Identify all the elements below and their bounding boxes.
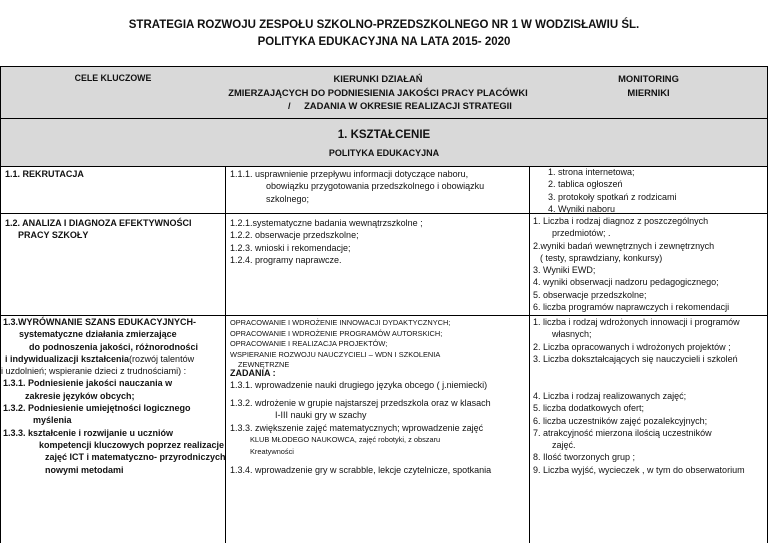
measure-line: 2. Liczba opracowanych i wdrożonych projektów ; xyxy=(533,341,731,352)
section-title: 1. KSZTAŁCENIE xyxy=(337,129,431,141)
row3-strategies xyxy=(230,318,450,371)
measure-line: 2.wyniki badań wewnętrznych i zewnętrznych xyxy=(533,240,715,251)
goal-line: i uzdolnień; wspieranie dzieci z trudnościami) : xyxy=(1,366,187,377)
measure-line: 1. liczba i rodzaj wdrożonych innowacji i programów xyxy=(533,317,740,327)
measure-line: 8. Ilość tworzonych grup ; xyxy=(533,452,636,463)
row3-measures-b xyxy=(533,390,745,476)
goal-line: myślenia xyxy=(33,415,72,426)
task-line: KLUB MŁODEGO NAUKOWCA, zajęć robotyki, z obszaru xyxy=(250,434,441,444)
row3-tasks xyxy=(230,397,491,458)
measure-line: 1. Liczba i rodzaj diagnoz z poszczególnych xyxy=(533,216,709,226)
row1-measures xyxy=(548,166,677,215)
task-line: 1.3.1. wprowadzenie nauki drugiego języka obcego ( j.niemiecki) xyxy=(230,380,488,390)
header-directions-line2: ZMIERZAJĄCYCH DO PODNIESIENIA JAKOŚCI PRACY PLACÓWKI xyxy=(228,86,528,98)
goal-line: PRACY SZKOŁY xyxy=(18,230,89,241)
goal-recruitment: 1.1. REKRUTACJA xyxy=(5,169,84,179)
section-subtitle: POLITYKA EDUKACYJNA xyxy=(328,148,440,158)
header-directions xyxy=(226,72,530,113)
goal-line: 1.3.1. Podniesienie jakości nauczania w xyxy=(3,378,173,389)
measure-line: 3. Liczba dokształcających się nauczycieli i szkoleń xyxy=(533,353,738,364)
measure-line: 4. wyniki obserwacji nadzoru pedagogicznego; xyxy=(533,277,719,288)
header-monitoring-line1: MONITORING xyxy=(618,73,679,84)
task-line: szkolnego; xyxy=(266,193,310,204)
header-tasks: ZADANIA W OKRESIE REALIZACJI STRATEGII xyxy=(304,100,512,111)
goal-line: zakresie języków obcych; xyxy=(25,390,135,401)
measure-line: 9. Liczba wyjść, wycieczek , w tym do obserwatorium xyxy=(533,464,745,475)
task-line: 1.3.4. wprowadzenie gry w scrabble, lekcje czytelnicze, spotkania xyxy=(230,465,492,475)
row2-tasks xyxy=(230,217,423,266)
task-line: I-III nauki gry w szachy xyxy=(275,410,367,421)
measure-line: 4. Liczba i rodzaj realizowanych zajęć; xyxy=(533,391,687,401)
task-line: obowiązku przygotowania przedszkolnego i obowiązku xyxy=(266,181,485,192)
goal-equal-opportunities xyxy=(3,316,226,476)
document-subtitle: POLITYKA EDUKACYJNA NA LATA 2015- 2020 xyxy=(257,36,511,48)
measure-line: zajęć. xyxy=(552,440,576,451)
goal-line: zajęć ICT i matematyczno- przyrodniczych xyxy=(45,452,226,463)
header-monitoring-line2: MIERNIKI xyxy=(627,86,670,98)
measure-line: ( testy, sprawdziany, konkursy) xyxy=(540,252,663,263)
goal-line: 1.3.3. kształcenie i rozwijanie u uczniów xyxy=(3,427,174,438)
task-line: 1.2.3. wnioski i rekomendacje; xyxy=(230,242,351,253)
goal-line: nowymi metodami xyxy=(45,464,124,475)
measure-line: 1. strona internetowa; xyxy=(548,167,635,177)
measure-line: 3. protokoły spotkań z rodzicami xyxy=(548,191,677,202)
table-header xyxy=(1,67,767,118)
strategy-line: OPRACOWANIE I REALIZACJA PROJEKTÓW; xyxy=(230,339,388,348)
strategy-line: WSPIERANIE ROZWOJU NAUCZYCIELI – WDN I SZKOLENIA xyxy=(230,349,441,359)
measure-line: 6. liczba uczestników zajęć pozalekcyjnych; xyxy=(533,415,708,426)
task-line: Kreatywności xyxy=(250,446,294,456)
measure-line: 6. liczba programów naprawczych i rekomendacji xyxy=(533,302,730,313)
goal-line: do podnoszenia jakości, różnorodności xyxy=(29,341,199,352)
header-directions-line1: KIERUNKI DZIAŁAŃ xyxy=(333,73,423,84)
measure-line: 2. tablica ogłoszeń xyxy=(548,179,623,190)
row2-measures xyxy=(533,215,729,313)
strategy-line: OPRACOWANIE I WDROŻENIE PROGRAMÓW AUTORSKICH; xyxy=(230,328,443,338)
task-line: 1.3.3. zwiększenie zajęć matematycznych; wprowadzenie zajęć xyxy=(230,422,484,433)
strategy-line: ZEWNĘTRZNE xyxy=(238,360,290,369)
row1-tasks xyxy=(230,168,484,205)
measure-line: 5. obserwacje przedszkolne; xyxy=(533,289,647,300)
col-divider xyxy=(529,166,530,543)
measure-line: własnych; xyxy=(552,329,592,340)
header-goals: CELE KLUCZOWE xyxy=(74,73,152,83)
goal-line: 1.3.WYRÓWNANIE SZANS EDUKACYJNYCH- xyxy=(3,317,197,327)
row3-measures-a xyxy=(533,316,740,365)
document-title: STRATEGIA ROZWOJU ZESPOŁU SZKOLNO-PRZEDSZKOLNEGO NR 1 W WODZISŁAWIU ŚL. xyxy=(128,19,640,31)
goal-line-bold: i indywidualizacji kształcenia xyxy=(5,353,130,364)
task-line: 1.2.2. obserwacje przedszkolne; xyxy=(230,230,359,241)
measure-line: 3. Wyniki EWD; xyxy=(533,265,596,276)
goal-line xyxy=(3,353,226,365)
goal-line: 1.2. ANALIZA I DIAGNOZA EFEKTYWNOŚCI xyxy=(5,218,192,228)
header-monitoring xyxy=(530,72,767,99)
tasks-heading: ZADANIA : xyxy=(230,368,276,378)
measure-line: 4. Wyniki naboru xyxy=(548,203,615,214)
goal-line: 1.3.2. Podniesienie umiejętności logicznego xyxy=(3,403,191,414)
measure-line: 7. atrakcyjność mierzona ilością uczestników xyxy=(533,427,712,438)
header-slash: / xyxy=(288,100,291,111)
section-header xyxy=(1,119,767,166)
measure-line: przedmiotów; . xyxy=(552,228,611,239)
task-line: 1.1.1. usprawnienie przepływu informacji dotyczące naboru, xyxy=(230,169,469,179)
measure-line: 5. liczba dodatkowych ofert; xyxy=(533,403,645,414)
header-directions-line3 xyxy=(226,99,530,113)
goal-analysis xyxy=(5,217,192,242)
goal-line: kompetencji kluczowych poprzez realizacje xyxy=(39,439,225,450)
task-line: 1.2.1.systematyczne badania wewnątrzszkolne ; xyxy=(230,218,423,228)
goal-line: systematyczne działania zmierzające xyxy=(19,329,177,340)
task-line: 1.2.4. programy naprawcze. xyxy=(230,254,342,265)
task-line: 1.3.2. wdrożenie w grupie najstarszej przedszkola oraz w klasach xyxy=(230,398,491,408)
strategy-line: OPRACOWANIE I WDROŻENIE INNOWACJI DYDAKTYCZNYCH; xyxy=(230,318,451,327)
goal-line-normal: (rozwój talentów xyxy=(129,353,195,364)
